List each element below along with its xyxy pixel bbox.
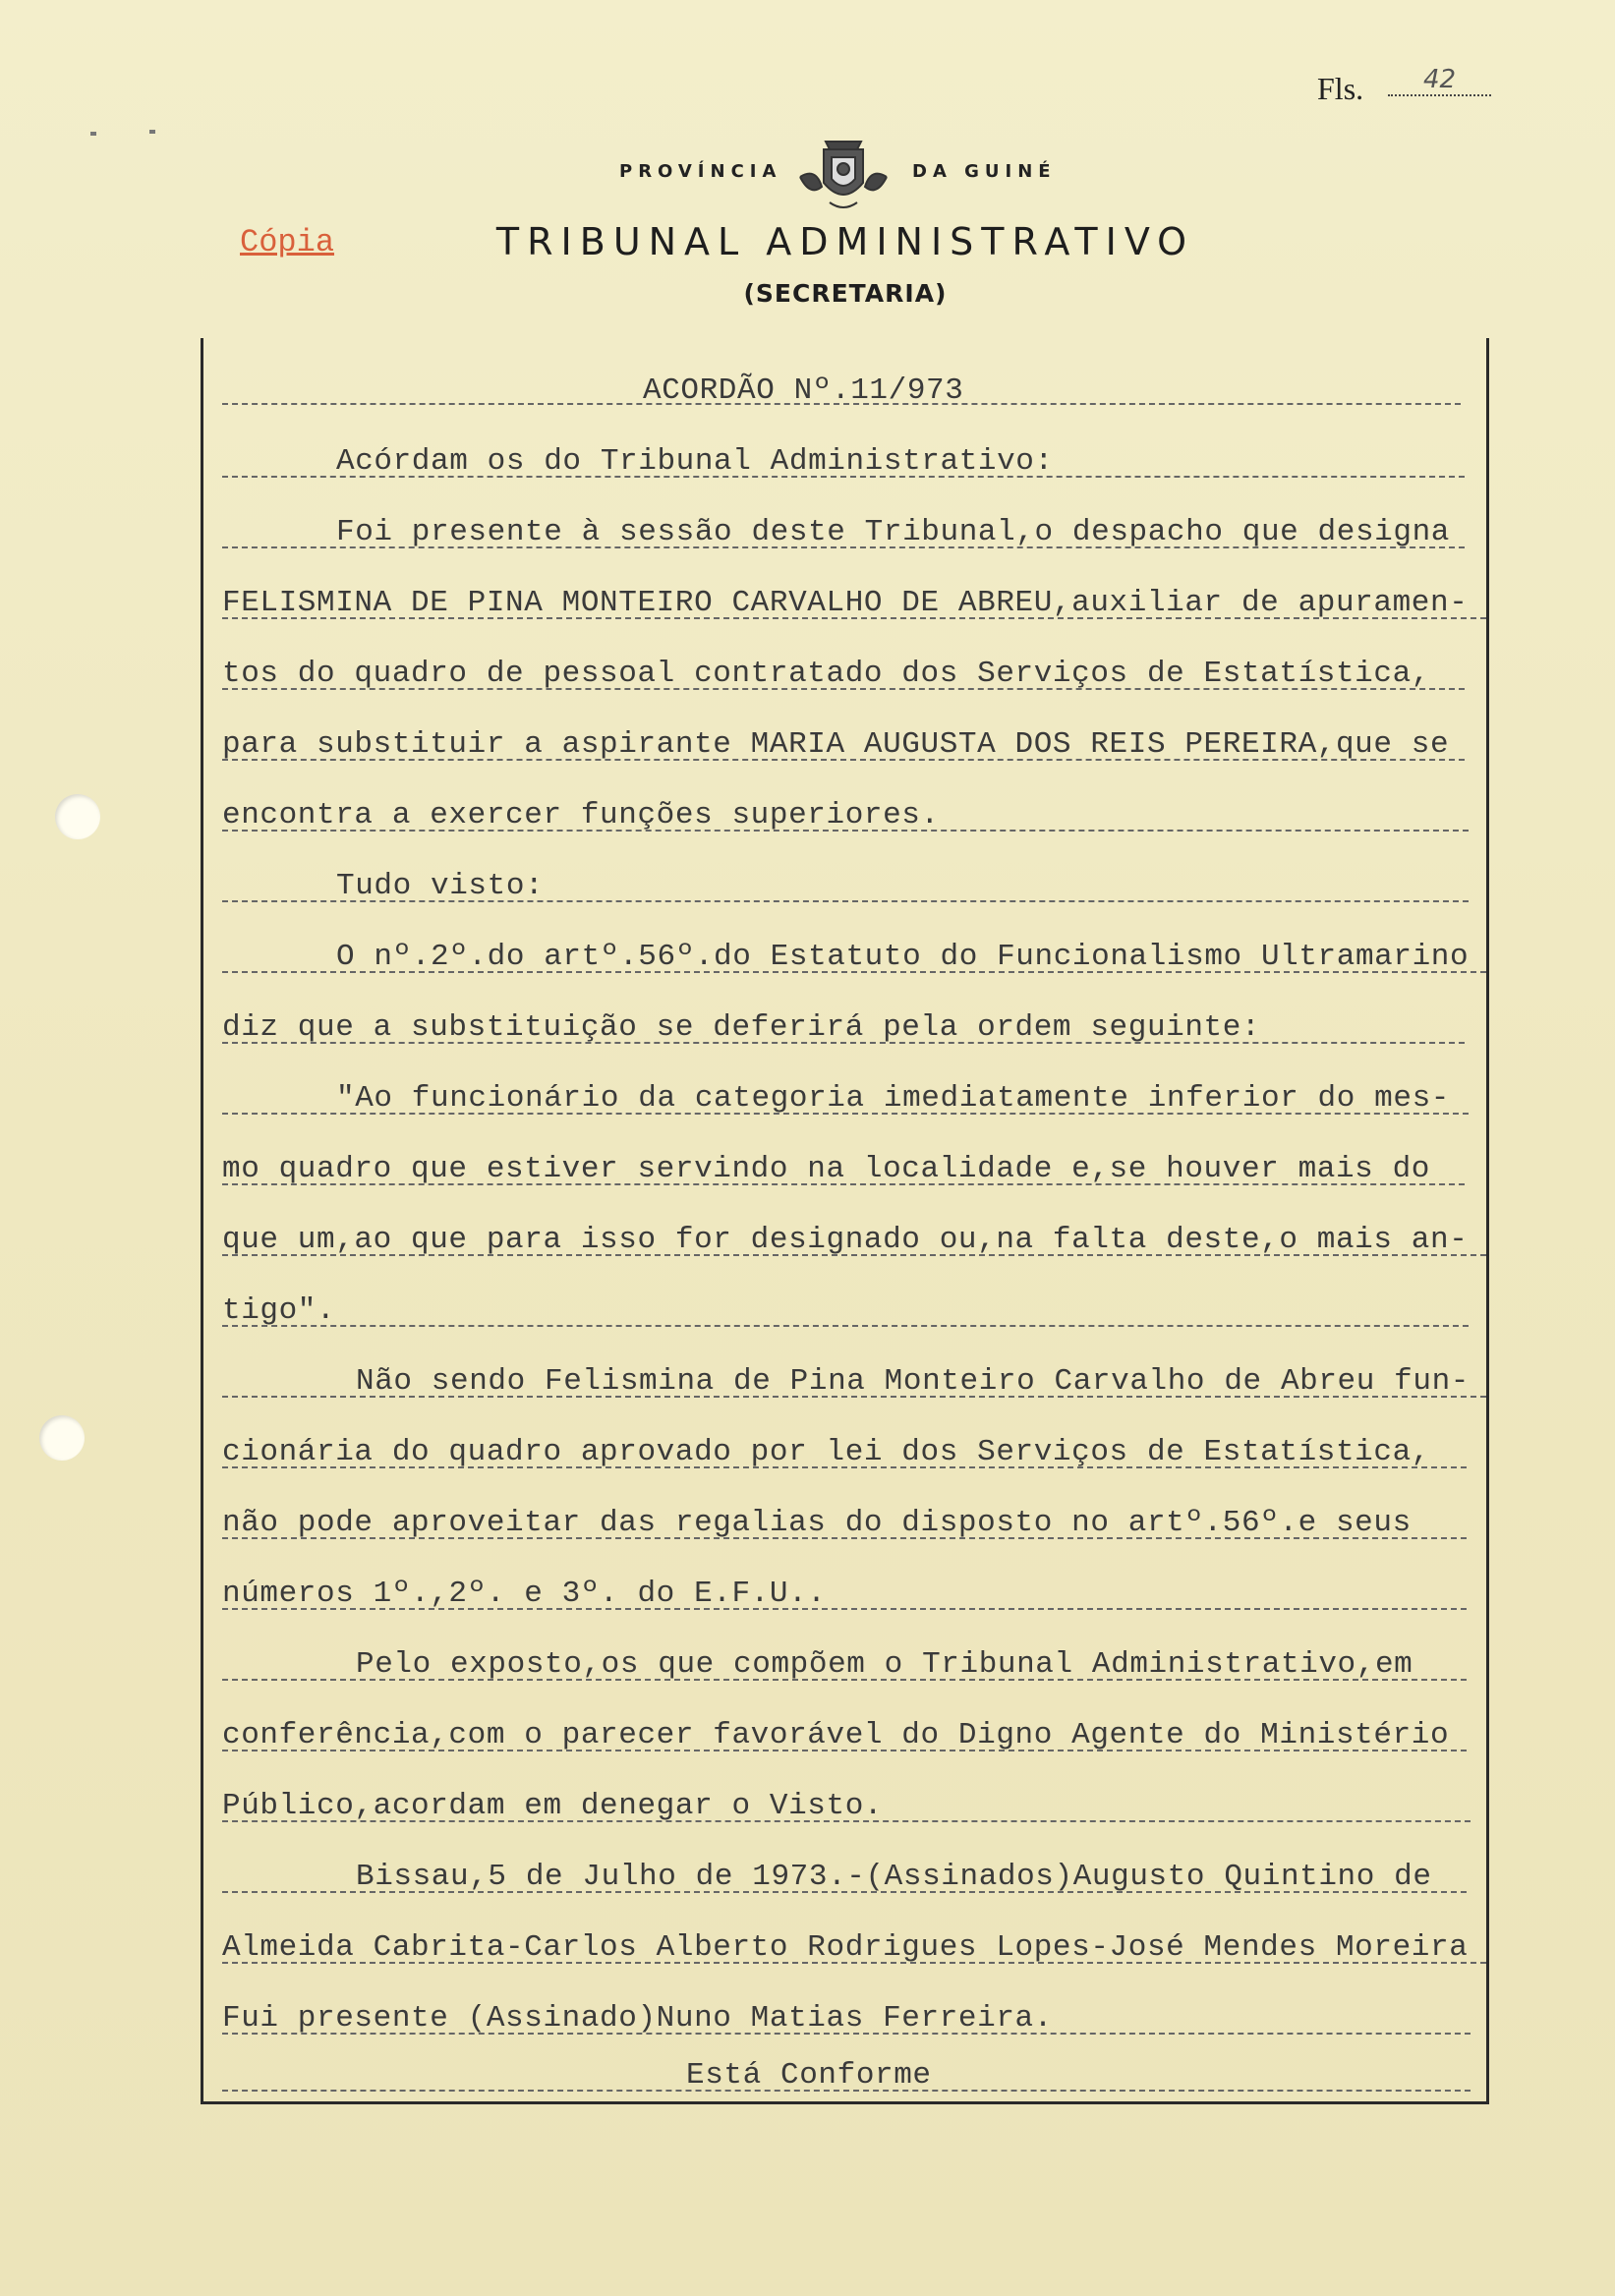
punch-hole [55, 794, 100, 839]
text-line: Público,acordam em denegar o Visto. [222, 1789, 1480, 1858]
text-line: Almeida Cabrita-Carlos Alberto Rodrigues Lopes-José Mendes Moreira [222, 1930, 1480, 1999]
text-line: não pode aproveitar das regalias do disposto no artº.56º.e seus [222, 1506, 1480, 1575]
right-border [1486, 338, 1489, 2103]
left-border [201, 338, 203, 2103]
paper-mark [149, 130, 155, 134]
document-title-line [222, 373, 1480, 442]
text-line: que um,ao que para isso for designado ou,na falta deste,o mais an- [222, 1223, 1480, 1292]
copia-stamp: Cópia [240, 224, 335, 260]
text-line: Foi presente à sessão deste Tribunal,o despacho que designa [222, 515, 1480, 584]
text-line: Acórdam os do Tribunal Administrativo: [222, 444, 1480, 513]
text-line: tigo". [222, 1293, 1480, 1362]
text-line: Fui presente (Assinado)Nuno Matias Ferreira. [222, 2001, 1480, 2070]
province-label: PROVÍNCIA [619, 161, 782, 182]
text-line: O nº.2º.do artº.56º.do Estatuto do Funcionalismo Ultramarino [222, 940, 1480, 1008]
text-line: Tudo visto: [222, 869, 1480, 938]
text-line: números 1º.,2º. e 3º. do E.F.U.. [222, 1577, 1480, 1645]
text-line: "Ao funcionário da categoria imediatamente inferior do mes- [222, 1081, 1480, 1150]
text-line: cionária do quadro aprovado por lei dos Serviços de Estatística, [222, 1435, 1480, 1504]
text-line: FELISMINA DE PINA MONTEIRO CARVALHO DE ABREU,auxiliar de apuramen- [222, 586, 1480, 655]
text-line: Pelo exposto,os que compõem o Tribunal Administrativo,em [222, 1647, 1480, 1716]
paper-mark [90, 132, 96, 136]
text-line: mo quadro que estiver servindo na localidade e,se houver mais do [222, 1152, 1480, 1221]
text-line: conferência,com o parecer favorável do Digno Agente do Ministério [222, 1718, 1480, 1787]
punch-hole [39, 1415, 85, 1461]
folio-label: Fls. [1317, 71, 1364, 106]
text-line: tos do quadro de pessoal contratado dos Serviços de Estatística, [222, 657, 1480, 725]
document-title: ACORDÃO Nº.11/973 [643, 373, 964, 408]
tribunal-heading: TRIBUNAL ADMINISTRATIVO [495, 220, 1195, 263]
country-label: DA GUINÉ [912, 161, 1057, 182]
folio-number: 42 [1388, 65, 1491, 96]
coat-of-arms-icon [796, 138, 891, 214]
text-line: Está Conforme [222, 2058, 1480, 2127]
text-line: diz que a substituição se deferirá pela ordem seguinte: [222, 1010, 1480, 1079]
text-line: Não sendo Felismina de Pina Monteiro Carvalho de Abreu fun- [222, 1364, 1480, 1433]
text-line: Bissau,5 de Julho de 1973.-(Assinados)Augusto Quintino de [222, 1860, 1480, 1928]
text-line: para substituir a aspirante MARIA AUGUSTA DOS REIS PEREIRA,que se [222, 727, 1480, 796]
text-line: encontra a exercer funções superiores. [222, 798, 1480, 867]
secretaria-subheading: (SECRETARIA) [743, 279, 948, 308]
